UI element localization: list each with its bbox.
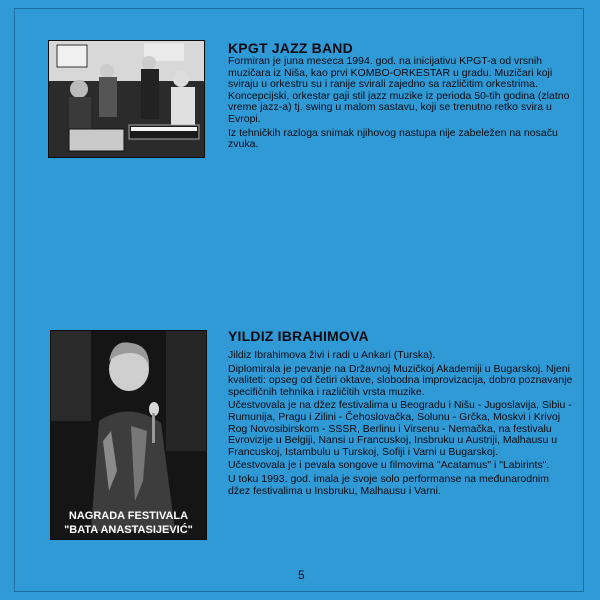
section-text-yildiz-ibrahimova (228, 350, 573, 499)
paragraph: Formiran je juna meseca 1994. god. na inicijativu KPGT-a od vrsnih muzičara iz Niša, kao prvi KOMBO-ORKESTAR u gradu. Muzičari koji sviraju u orkestru su i ranije svirali zajedno sa različitim orkestrima. Koncepcijski, orkestar gaji stil jazz muzike iz perioda 50-tih godina (zlatno vreme jazz-a) tj. swing u malom sastavu, koji se trenutno retko svira u Evropi. (228, 55, 570, 125)
photo-caption-line-1: NAGRADA FESTIVALA (68, 510, 189, 522)
paragraph: Učestvovala je na džez festivalima u Beogradu i Nišu - Jugoslavija, Sibiu - Rumunija, Pragu i Zilini - Čehoslovačka, Solunu - Grčka, Moskvi i Krivoj Rog Novosibirskom - SSSR, Berlinu i Virsenu - Nemačka, na festivalu Evrovizije u Belgiji, Nansi u Francuskoj, Insbruku u Austriji, Malhausu u Francuskoj, Istambulu u Turskoj, Sofiji i Varni u Bugarskoj. (228, 399, 572, 458)
yildiz-ibrahimova-photo (50, 330, 207, 540)
section-text-kpgt-jazz-band (228, 56, 573, 153)
jazz-band-photo (48, 40, 205, 158)
paragraph: Iz tehničkih razloga snimak njihovog nastupa nije zabeležen na nosaču zvuka. (228, 126, 558, 151)
paragraph: Diplomirala je pevanje na Državnoj Muzičkoj Akademiji u Bugarskoj. Njeni kvaliteti: opseg od četiri oktave, slobodna improvizacija, dobro poznavanje specifičnih tehnika i različitih vrsta muzike. (228, 362, 573, 398)
page-number: 5 (298, 568, 305, 582)
paragraph: Jildiz Ibrahimova živi i radi u Ankari (Turska). (228, 349, 436, 361)
photo-caption-line-2: "BATA ANASTASIJEVIĆ" (64, 524, 193, 536)
paragraph: Učestvovala je i pevala songove u filmovima "Acatamus" i "Labirints". (228, 459, 550, 472)
section-title-yildiz-ibrahimova: YILDIZ IBRAHIMOVA (228, 328, 369, 344)
section-title-kpgt-jazz-band: KPGT JAZZ BAND (228, 40, 353, 56)
paragraph: U toku 1993. god. imala je svoje solo performanse na međunarodnim džez festivalima u Insbruku, Malhausu i Varni. (228, 472, 550, 497)
